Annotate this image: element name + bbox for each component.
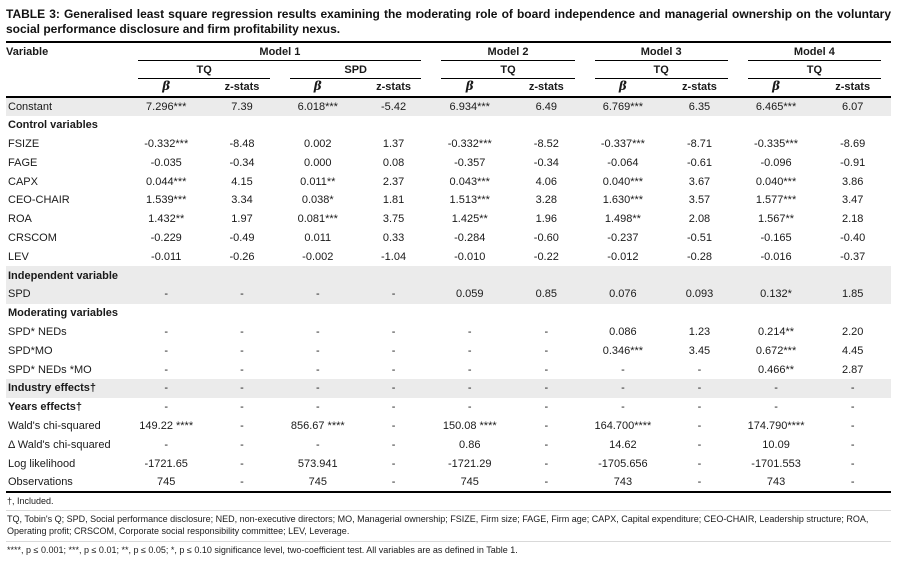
cell-value: 7.296*** (146, 100, 187, 113)
cell-value: - (164, 325, 169, 338)
cell-value: -0.012 (607, 250, 639, 263)
cell-value: 1.498** (604, 213, 641, 226)
cell-value (128, 116, 204, 135)
cell-value (814, 116, 891, 135)
table-row (6, 304, 891, 323)
cell-value: - (544, 344, 549, 357)
cell-value: - (315, 363, 320, 376)
footnote-line: ****, p ≤ 0.001; ***, p ≤ 0.01; **, p ≤ 0.05; *, p ≤ 0.10 significance level, two-coefficient test. All variables are as defined in Table 1. (7, 544, 518, 555)
table-row (6, 360, 891, 379)
model-3-header: Model 3 (585, 43, 738, 61)
cell-value: 745 (280, 473, 356, 492)
cell-value: - (164, 344, 169, 357)
cell-value: 7.39 (231, 100, 253, 113)
regression-table (6, 43, 891, 493)
cell-value: -8.71 (686, 137, 713, 150)
cell-value: - (391, 419, 396, 432)
cell-value (661, 304, 738, 323)
cell-value: 3.86 (841, 175, 864, 188)
cell-value: -8.69 (840, 137, 866, 150)
cell-value: - (544, 419, 549, 432)
cell-value: -0.28 (686, 250, 713, 263)
cell-value: -0.229 (150, 231, 182, 244)
cell-value (738, 304, 815, 323)
cell-value: 745 (431, 473, 508, 492)
cell-value (738, 266, 815, 285)
cell-value: -0.357 (454, 156, 486, 169)
cell-value: - (391, 382, 396, 395)
cell-value: 150.08 **** (442, 419, 497, 432)
cell-value: 6.07 (841, 100, 864, 113)
cell-value: 0.093 (685, 288, 714, 301)
table-row (6, 323, 891, 342)
cell-value: - (391, 325, 396, 338)
cell-value: -8.52 (533, 137, 559, 150)
cell-value: -0.010 (454, 250, 486, 263)
cell-value: 14.62 (609, 438, 637, 451)
cell-value: 6.465*** (755, 100, 797, 113)
table-row (6, 398, 891, 417)
cell-value: 6.934*** (449, 100, 490, 113)
cell-value (356, 266, 432, 285)
cell-value: - (850, 419, 855, 432)
cell-value: 0.081*** (297, 213, 338, 226)
row-label: SPD* NEDs (8, 325, 67, 338)
cell-value: - (356, 473, 432, 492)
table-row (6, 435, 891, 454)
cell-value: 2.08 (688, 213, 711, 226)
cell-value: -0.26 (229, 250, 255, 263)
cell-value: - (240, 363, 244, 376)
cell-value (585, 304, 662, 323)
cell-value: - (164, 382, 169, 395)
table-row (6, 153, 891, 172)
cell-value: 1.81 (382, 194, 405, 207)
cell-value: -0.284 (454, 231, 486, 244)
beta-header: β (738, 79, 815, 97)
cell-value (280, 266, 356, 285)
cell-value: -0.91 (840, 156, 866, 169)
cell-value: 1.432** (148, 213, 185, 226)
table-row (6, 266, 891, 285)
model-4-header: Model 4 (738, 43, 891, 61)
cell-value: 0.011 (304, 231, 332, 244)
cell-value: 0.043*** (449, 175, 490, 188)
cell-value: 4.06 (535, 175, 558, 188)
cell-value (508, 116, 585, 135)
cell-value: 3.75 (382, 213, 405, 226)
cell-value: 0.076 (609, 288, 637, 301)
table-row (6, 97, 891, 116)
table-title: TABLE 3: Generalised least square regression results examining the moderating role of board independence and managerial ownership on the voluntary social performance disclosure and firm profitability nexus. (6, 7, 891, 43)
row-label: Wald's chi-squared (8, 419, 101, 432)
cell-value: -0.237 (607, 231, 639, 244)
table-row (6, 417, 891, 436)
row-label: Constant (8, 100, 53, 113)
cell-value: - (240, 438, 244, 451)
cell-value: -0.34 (229, 156, 255, 169)
cell-value: - (544, 457, 549, 470)
cell-value: 0.044*** (146, 175, 187, 188)
cell-value: - (697, 401, 702, 414)
cell-value: - (697, 438, 702, 451)
cell-value (356, 304, 432, 323)
cell-value (356, 116, 432, 135)
measure-header-row (6, 61, 891, 79)
cell-value (508, 304, 585, 323)
row-label: ROA (8, 213, 32, 226)
row-label: Years effects† (8, 401, 82, 414)
cell-value: - (315, 344, 320, 357)
cell-value: -1721.29 (448, 457, 492, 470)
footnotes (6, 493, 891, 560)
zstats-header: z-stats (356, 79, 432, 97)
cell-value: 0.346*** (602, 344, 644, 357)
cell-value: - (544, 382, 549, 395)
cell-value: - (391, 457, 396, 470)
row-label: Moderating variables (8, 307, 119, 320)
cell-value: - (544, 438, 549, 451)
cell-value: - (544, 401, 549, 414)
zstats-header: z-stats (204, 79, 280, 97)
cell-value: - (391, 401, 396, 414)
model-4-tq-header: TQ (738, 61, 891, 79)
cell-value: - (774, 382, 778, 395)
cell-value: - (697, 419, 702, 432)
table-row (6, 454, 891, 473)
cell-value: - (814, 473, 891, 492)
cell-value (128, 304, 204, 323)
cell-value (280, 304, 356, 323)
cell-value: -5.42 (381, 100, 407, 113)
row-label: SPD (8, 288, 31, 301)
table-row (6, 210, 891, 229)
beta-header: β (280, 79, 356, 97)
cell-value: 6.35 (688, 100, 711, 113)
cell-value: 3.45 (688, 344, 711, 357)
footnote-line: TQ, Tobin's Q; SPD, Social performance disclosure; NED, non-executive directors; MO, Managerial ownership; FSIZE, Firm size; FAGE, Firm age; CAPX, Capital expenditure; CEO-CHAIR, Leadership structure; ROA, Operating profit; CRSCOM, Corporate social responsibility committee; LEV, Leverage. (6, 511, 891, 541)
cell-value: 1.85 (841, 288, 864, 301)
cell-value: - (467, 401, 472, 414)
cell-value (585, 116, 662, 135)
cell-value: 164.700**** (594, 419, 652, 432)
cell-value (661, 116, 738, 135)
cell-value: - (204, 473, 280, 492)
cell-value: 10.09 (762, 438, 790, 451)
cell-value: - (315, 401, 320, 414)
model-1-header: Model 1 (128, 43, 431, 61)
cell-value: - (315, 438, 320, 451)
cell-value: 3.67 (688, 175, 711, 188)
cell-value: 4.15 (231, 175, 253, 188)
cell-value: 1.539*** (146, 194, 187, 207)
cell-value: 0.040*** (755, 175, 797, 188)
cell-value: 745 (128, 473, 204, 492)
cell-value: - (315, 288, 320, 301)
cell-value: - (467, 363, 472, 376)
cell-value: 0.466** (758, 363, 795, 376)
cell-value: -8.48 (229, 137, 255, 150)
cell-value (431, 266, 508, 285)
cell-value (431, 116, 508, 135)
cell-value: -0.096 (760, 156, 792, 169)
row-label: Independent variable (8, 269, 119, 282)
cell-value: - (621, 382, 625, 395)
cell-value: 0.086 (609, 325, 637, 338)
variable-column-header: Variable (6, 43, 128, 97)
zstats-header: z-stats (814, 79, 891, 97)
cell-value: - (697, 457, 702, 470)
cell-value: - (164, 438, 169, 451)
cell-value: -0.51 (686, 231, 713, 244)
cell-value: 4.45 (841, 344, 864, 357)
cell-value: 0.08 (382, 156, 405, 169)
cell-value: -0.016 (760, 250, 792, 263)
cell-value: -0.332*** (144, 137, 189, 150)
beta-header: β (431, 79, 508, 97)
cell-value: 0.011** (300, 175, 336, 188)
cell-value: 0.040*** (602, 175, 644, 188)
cell-value: - (544, 325, 549, 338)
cell-value: - (240, 457, 244, 470)
cell-value: - (315, 325, 320, 338)
table-row (6, 172, 891, 191)
cell-value: - (240, 382, 244, 395)
cell-value: -0.40 (840, 231, 866, 244)
table-row (6, 341, 891, 360)
cell-value: - (697, 382, 702, 395)
cell-value: -0.337*** (600, 137, 645, 150)
zstats-header: z-stats (661, 79, 738, 97)
cell-value: -0.165 (760, 231, 792, 244)
table-row (6, 229, 891, 248)
cell-value: 6.769*** (602, 100, 644, 113)
cell-value: -1.04 (381, 250, 407, 263)
cell-value: 0.86 (459, 438, 481, 451)
table-row (6, 116, 891, 135)
cell-value (585, 266, 662, 285)
cell-value: -1701.553 (751, 457, 801, 470)
model-1-tq-header: TQ (128, 61, 280, 79)
row-label: CEO-CHAIR (8, 194, 70, 207)
cell-value: - (508, 473, 585, 492)
cell-value: 174.790**** (747, 419, 805, 432)
cell-value: - (467, 344, 472, 357)
cell-value: 3.57 (688, 194, 711, 207)
cell-value (661, 266, 738, 285)
cell-value: -1721.65 (144, 457, 188, 470)
cell-value: - (164, 288, 169, 301)
cell-value: -0.011 (151, 250, 182, 263)
cell-value: - (850, 438, 855, 451)
model-1-spd-header: SPD (280, 61, 432, 79)
cell-value: - (164, 401, 169, 414)
cell-value: 1.96 (535, 213, 558, 226)
cell-value: 6.018*** (297, 100, 338, 113)
cell-value: - (391, 438, 396, 451)
cell-value: 0.214** (758, 325, 795, 338)
model-3-tq-header: TQ (585, 61, 738, 79)
table-row (6, 473, 891, 492)
row-label: CRSCOM (8, 231, 57, 244)
cell-value: - (315, 382, 320, 395)
cell-value: 0.33 (382, 231, 405, 244)
cell-value: 149.22 **** (139, 419, 194, 432)
cell-value: 0.002 (304, 137, 332, 150)
cell-value: - (544, 363, 549, 376)
cell-value: - (467, 325, 472, 338)
cell-value: - (391, 363, 396, 376)
table-header (6, 43, 891, 97)
cell-value: - (391, 344, 396, 357)
row-label: SPD* NEDs *MO (8, 363, 92, 376)
cell-value: 1.513*** (449, 194, 490, 207)
cell-value: - (240, 288, 244, 301)
cell-value: - (164, 363, 169, 376)
table-row (6, 247, 891, 266)
cell-value: -0.60 (533, 231, 559, 244)
cell-value: - (621, 401, 625, 414)
cell-value: - (240, 401, 244, 414)
row-label: LEV (8, 250, 29, 263)
table-row (6, 135, 891, 154)
cell-value: - (391, 288, 396, 301)
row-label: CAPX (8, 175, 38, 188)
cell-value: 3.47 (841, 194, 864, 207)
cell-value: 2.37 (382, 175, 405, 188)
cell-value: - (850, 401, 855, 414)
cell-value: -0.002 (302, 250, 334, 263)
cell-value: -0.37 (840, 250, 866, 263)
model-2-tq-header: TQ (431, 61, 584, 79)
cell-value: - (240, 325, 244, 338)
cell-value: 1.577*** (755, 194, 797, 207)
table-body (6, 97, 891, 492)
cell-value: 0.038* (301, 194, 334, 207)
cell-value: 856.67 **** (290, 419, 345, 432)
cell-value: 1.425** (451, 213, 488, 226)
table-row (6, 379, 891, 398)
row-label: Log likelihood (8, 457, 76, 470)
row-label: FAGE (8, 156, 38, 169)
cell-value (738, 116, 815, 135)
cell-value: -0.34 (533, 156, 559, 169)
beta-header: β (128, 79, 204, 97)
cell-value: 3.28 (535, 194, 558, 207)
cell-value: 1.37 (382, 137, 405, 150)
row-label: Industry effects† (8, 382, 97, 395)
cell-value: 1.97 (231, 213, 253, 226)
cell-value: 0.059 (455, 288, 484, 301)
cell-value: -0.22 (533, 250, 559, 263)
cell-value (508, 266, 585, 285)
model-header-row (6, 43, 891, 61)
row-label: Observations (6, 473, 128, 492)
cell-value: 2.18 (841, 213, 864, 226)
cell-value: 1.630*** (602, 194, 644, 207)
cell-value: - (850, 382, 855, 395)
cell-value: 743 (585, 473, 662, 492)
cell-value: - (697, 363, 702, 376)
cell-value: 2.87 (841, 363, 864, 376)
cell-value: -0.035 (150, 156, 182, 169)
cell-value: - (661, 473, 738, 492)
model-2-header: Model 2 (431, 43, 584, 61)
cell-value: 3.34 (231, 194, 253, 207)
cell-value: -0.064 (607, 156, 639, 169)
row-label: FSIZE (8, 137, 40, 150)
stat-header-row (6, 79, 891, 97)
cell-value: - (621, 363, 625, 376)
cell-value (814, 266, 891, 285)
table-row (6, 191, 891, 210)
cell-value: - (850, 457, 855, 470)
footnote-line: †, Included. (6, 493, 891, 512)
cell-value (280, 116, 356, 135)
cell-value: 0.000 (304, 156, 332, 169)
cell-value: -0.49 (229, 231, 255, 244)
cell-value: - (467, 382, 472, 395)
row-label: Control variables (8, 119, 98, 132)
cell-value: -1705.656 (598, 457, 648, 470)
cell-value: 573.941 (297, 457, 338, 470)
cell-value: 2.20 (841, 325, 864, 338)
cell-value (204, 116, 280, 135)
beta-header: β (585, 79, 662, 97)
cell-value: 0.85 (535, 288, 558, 301)
table-row (6, 285, 891, 304)
cell-value: 1.567** (758, 213, 795, 226)
cell-value (128, 266, 204, 285)
row-label: SPD*MO (8, 344, 53, 357)
cell-value (204, 266, 280, 285)
cell-value: - (240, 344, 244, 357)
cell-value (431, 304, 508, 323)
cell-value: 0.132* (760, 288, 792, 301)
cell-value: - (774, 401, 778, 414)
cell-value: -0.335*** (754, 137, 799, 150)
cell-value: 1.23 (688, 325, 711, 338)
cell-value: - (240, 419, 244, 432)
cell-value: 0.672*** (755, 344, 797, 357)
cell-value (204, 304, 280, 323)
cell-value: -0.61 (686, 156, 713, 169)
cell-value: 743 (738, 473, 815, 492)
row-label: Δ Wald's chi-squared (8, 438, 111, 451)
cell-value (814, 304, 891, 323)
cell-value: -0.332*** (447, 137, 492, 150)
cell-value: 6.49 (535, 100, 558, 113)
zstats-header: z-stats (508, 79, 585, 97)
